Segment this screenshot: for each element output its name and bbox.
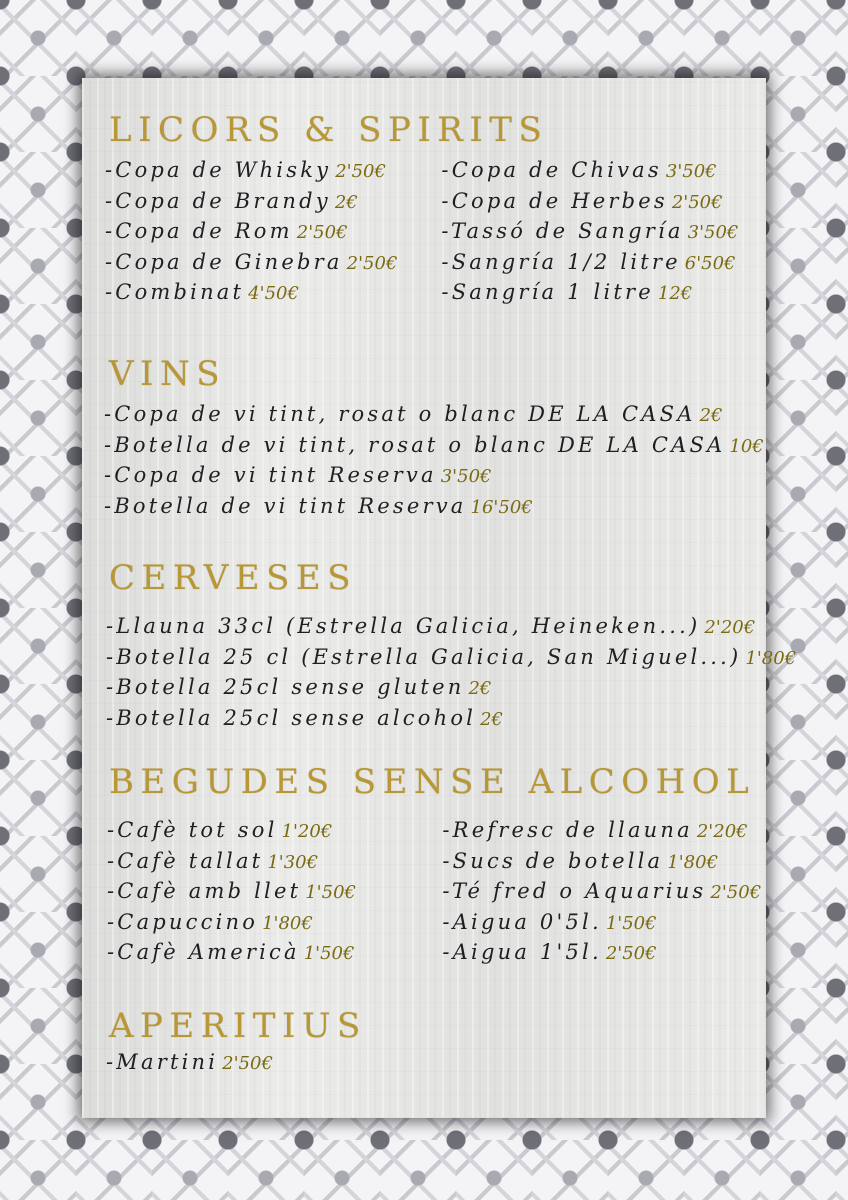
- menu-item-price: 1'30€: [267, 851, 319, 873]
- menu-item: [106, 1048, 766, 1079]
- menu-item-name: -Llauna 33cl (Estrella Galicia, Heineken...): [106, 614, 701, 638]
- menu-item-name: -Aigua 1'5l.: [442, 940, 602, 964]
- section-title-cerveses: CERVESES: [109, 558, 357, 598]
- menu-item-price: 2'50€: [296, 222, 348, 243]
- menu-item-name: -Sucs de botella: [442, 848, 664, 873]
- menu-item: [105, 156, 441, 187]
- menu-item-price: 1'80€: [745, 647, 797, 669]
- menu-item-name: -Sangría 1 litre: [441, 280, 654, 304]
- menu-item: [441, 187, 766, 218]
- menu-item-name: -Té fred o Aquarius: [442, 879, 707, 903]
- menu-item-price: 1'50€: [605, 912, 657, 934]
- menu-item-name: -Botella de vi tint, rosat o blanc DE LA CASA: [104, 432, 726, 457]
- menu-item: [104, 400, 766, 431]
- menu-item: [104, 492, 766, 523]
- vins-list: [82, 400, 766, 522]
- menu-item: [105, 248, 441, 279]
- menu-item: [107, 847, 442, 878]
- menu-item: [105, 278, 441, 309]
- menu-item-price: 2'50€: [710, 882, 762, 903]
- menu-item: [442, 877, 766, 908]
- menu-panel: [82, 78, 797, 1118]
- menu-item-name: -Tassó de Sangría: [441, 219, 684, 243]
- section-title-begudes: BEGUDES SENSE ALCOHOL: [109, 762, 756, 802]
- menu-item-name: -Aigua 0'5l.: [442, 909, 602, 934]
- menu-item-price: 10€: [729, 435, 764, 457]
- menu-item-price: 6'50€: [684, 252, 736, 274]
- menu-item: [442, 938, 766, 969]
- menu-item: [107, 908, 442, 939]
- section-title-vins: VINS: [109, 354, 227, 394]
- menu-item: [442, 847, 766, 878]
- menu-item: [442, 908, 766, 939]
- menu-item: [441, 278, 766, 309]
- section-cerveses: [82, 558, 797, 734]
- begudes-columns: [82, 816, 766, 969]
- menu-item: [107, 816, 442, 847]
- menu-item: [107, 938, 442, 969]
- menu-item-price: 1'80€: [667, 851, 719, 873]
- licors-columns: [82, 156, 766, 309]
- menu-item-price: 3'50€: [665, 161, 717, 182]
- menu-item: [441, 156, 766, 187]
- menu-item: [106, 673, 766, 704]
- menu-item-name: -Cafè amb llet: [107, 879, 302, 903]
- menu-item-price: 2'50€: [346, 252, 398, 274]
- menu-item-name: -Botella 25cl sense alcohol: [106, 705, 477, 730]
- menu-item-name: -Botella 25cl sense gluten: [106, 675, 465, 699]
- section-aperitius: [82, 1006, 766, 1079]
- aperitius-list: [82, 1048, 766, 1079]
- menu-item: [106, 643, 797, 674]
- menu-item-name: -Combinat: [105, 280, 245, 304]
- section-begudes: [82, 762, 766, 969]
- menu-item-name: -Cafè Americà: [107, 940, 300, 964]
- section-title-licors: LICORS & SPIRITS: [109, 110, 549, 150]
- menu-item-price: 2'50€: [605, 943, 657, 964]
- menu-item-name: -Botella 25 cl (Estrella Galicia, San Miguel...): [106, 644, 742, 669]
- menu-item-price: 3'50€: [687, 222, 739, 243]
- menu-item-price: 2'50€: [222, 1053, 273, 1074]
- menu-item-price: 12€: [657, 283, 693, 304]
- menu-item: [104, 431, 766, 462]
- menu-item-name: -Martini: [106, 1050, 219, 1074]
- menu-item: [441, 217, 766, 248]
- menu-item-name: -Sangría 1/2 litre: [441, 249, 681, 274]
- menu-item-price: 16'50€: [470, 496, 533, 518]
- menu-item-price: 2'20€: [696, 821, 748, 842]
- menu-item: [105, 217, 441, 248]
- menu-item-name: -Copa de Ginebra: [105, 249, 343, 274]
- menu-item-name: -Copa de Whisky: [105, 158, 332, 182]
- menu-item-name: -Copa de vi tint, rosat o blanc DE LA CASA: [104, 402, 696, 426]
- menu-item-price: 3'50€: [440, 466, 492, 487]
- menu-item-price: 1'80€: [262, 912, 313, 934]
- menu-item-name: -Copa de Chivas: [441, 158, 662, 182]
- begudes-left-list: [107, 816, 442, 969]
- menu-item-name: -Copa de Herbes: [441, 188, 668, 213]
- menu-item-price: 2'50€: [335, 161, 386, 182]
- menu-item-name: -Cafè tot sol: [107, 818, 278, 842]
- menu-item-price: 2€: [334, 191, 358, 213]
- menu-item-name: -Cafè tallat: [107, 848, 264, 873]
- menu-item-price: 1'50€: [303, 943, 355, 964]
- section-licors: [82, 110, 766, 309]
- menu-item-price: 2'20€: [704, 617, 756, 638]
- menu-item: [105, 187, 441, 218]
- menu-item: [441, 248, 766, 279]
- section-title-aperitius: APERITIUS: [109, 1006, 367, 1046]
- menu-item-price: 2€: [699, 405, 723, 426]
- menu-item-price: 2€: [480, 708, 503, 730]
- menu-item-name: -Refresc de llauna: [442, 818, 693, 842]
- menu-item-name: -Capuccino: [107, 909, 259, 934]
- menu-item: [104, 461, 766, 492]
- menu-item-price: 2'50€: [671, 191, 723, 213]
- menu-item-price: 4'50€: [248, 283, 299, 304]
- menu-item-name: -Botella de vi tint Reserva: [104, 493, 467, 518]
- cerveses-list: [82, 612, 797, 734]
- section-vins: [82, 354, 766, 522]
- menu-item-price: 1'20€: [281, 821, 333, 842]
- begudes-right-list: [442, 816, 766, 969]
- menu-item-price: 1'50€: [305, 882, 356, 903]
- menu-item: [442, 816, 766, 847]
- menu-item-name: -Copa de vi tint Reserva: [104, 463, 437, 487]
- licors-right-list: [441, 156, 766, 309]
- menu-item-price: 2€: [468, 678, 492, 699]
- menu-item: [106, 704, 766, 735]
- menu-item: [107, 877, 442, 908]
- licors-left-list: [105, 156, 441, 309]
- menu-item-name: -Copa de Rom: [105, 219, 293, 243]
- menu-item: [106, 612, 766, 643]
- menu-item-name: -Copa de Brandy: [105, 188, 331, 213]
